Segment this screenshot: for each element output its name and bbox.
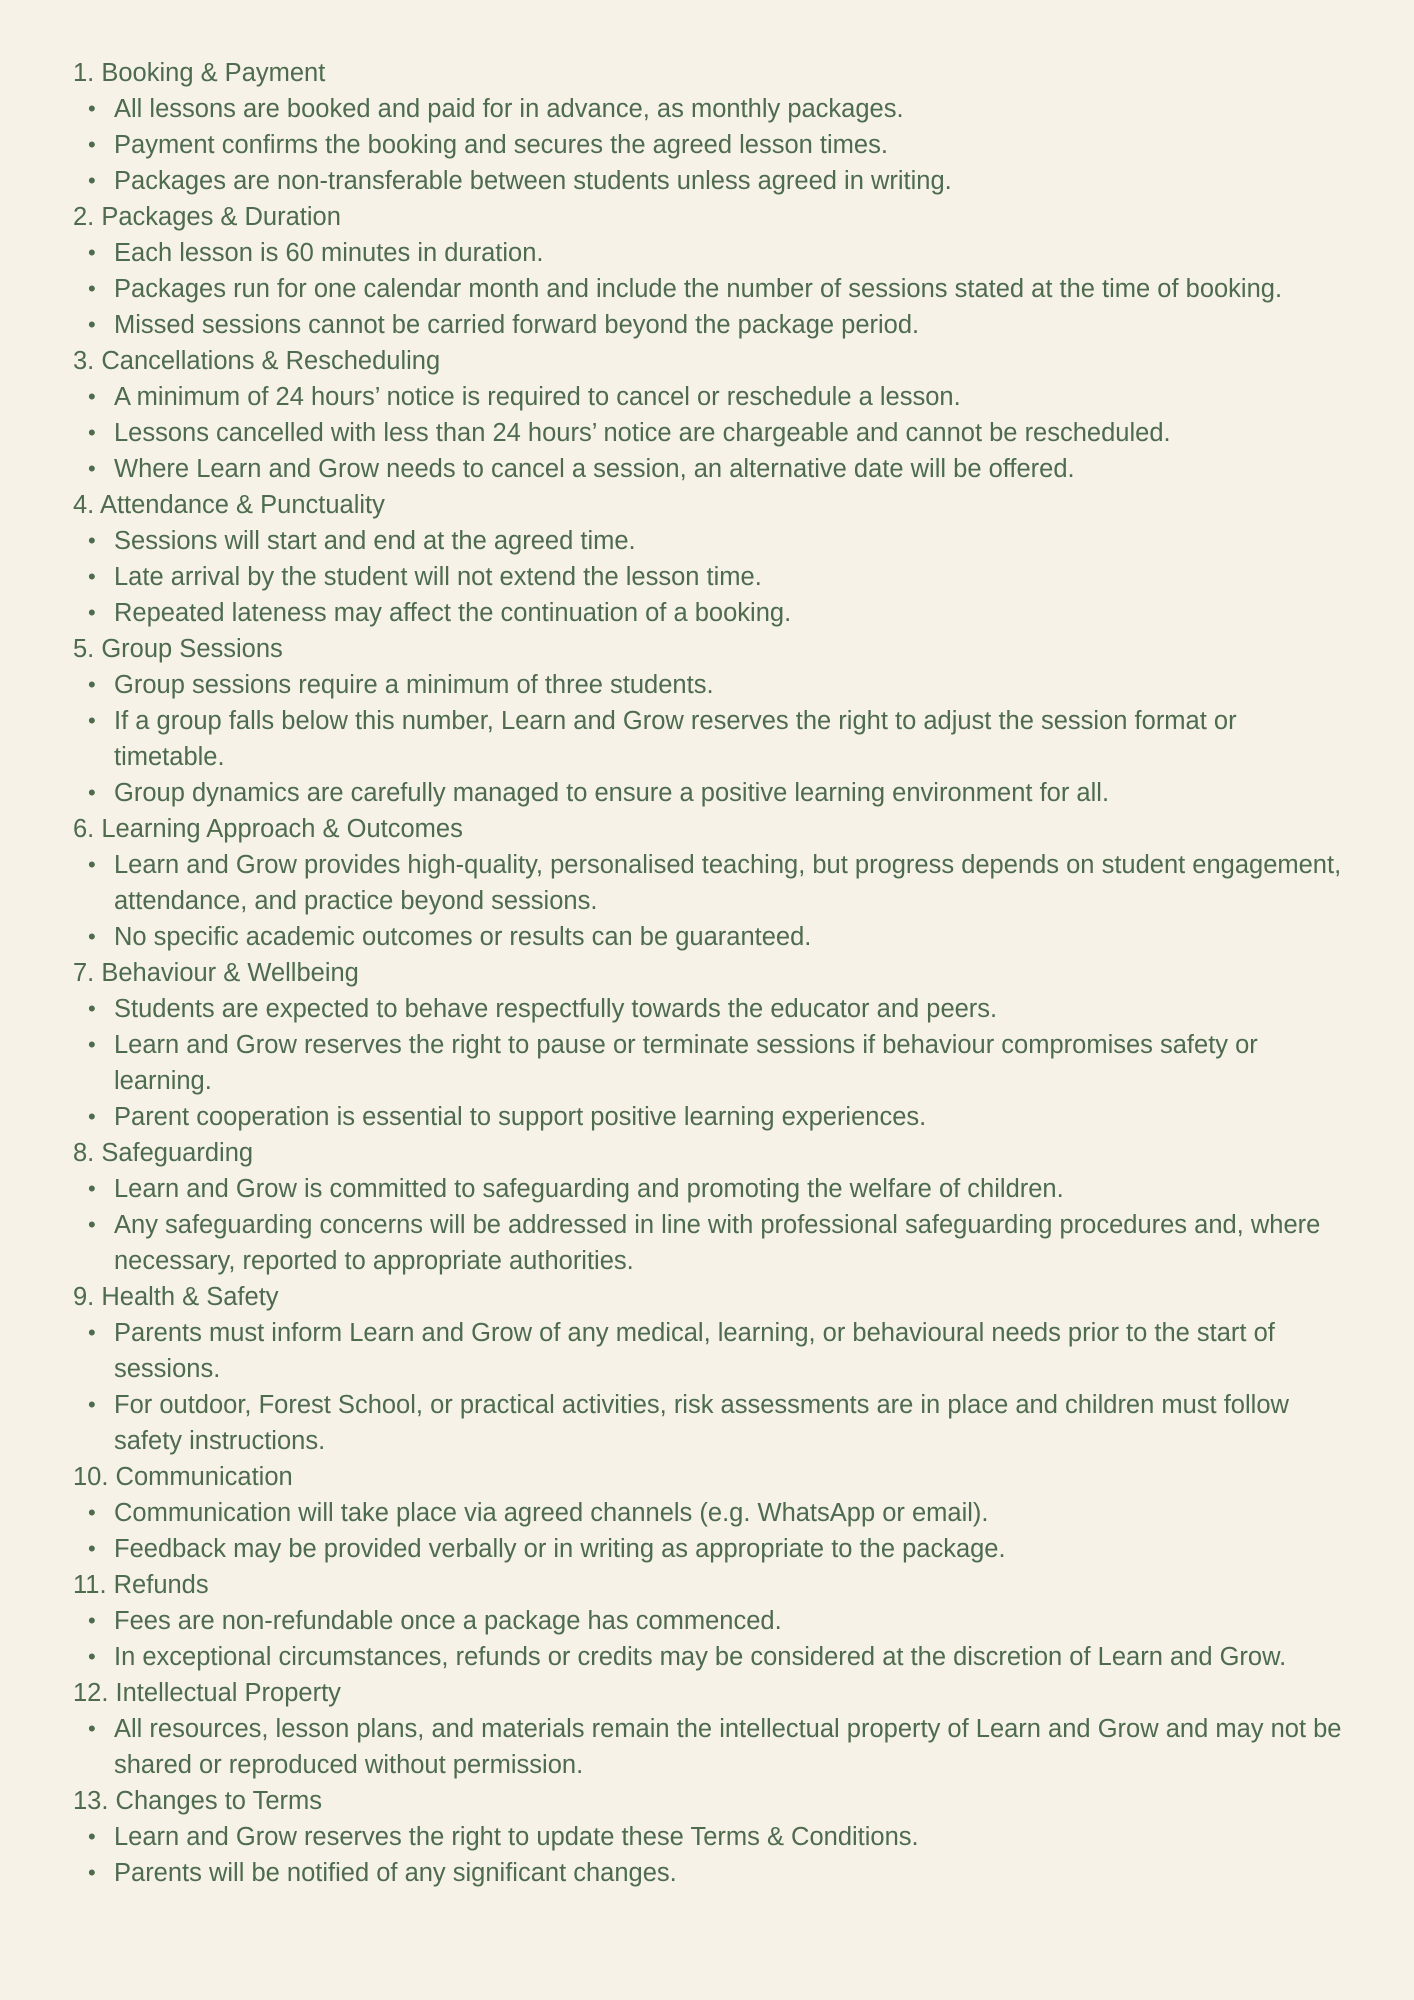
section-title: 13. Changes to Terms [73, 1787, 322, 1815]
bullet-list [73, 847, 1354, 955]
bullet-list [73, 379, 1354, 487]
section-title: 7. Behaviour & Wellbeing [73, 959, 359, 987]
list-item: • Where Learn and Grow needs to cancel a session, an alternative date will be offered. [73, 451, 1354, 487]
section-booking-payment [73, 55, 1354, 199]
list-item: • Feedback may be provided verbally or in writing as appropriate to the package. [73, 1531, 1354, 1567]
bullet-list [73, 1819, 1354, 1891]
bullet-list [73, 1603, 1354, 1675]
list-item: • Repeated lateness may affect the continuation of a booking. [73, 595, 1354, 631]
list-item: • Each lesson is 60 minutes in duration. [73, 235, 1354, 271]
list-item: • Packages are non-transferable between students unless agreed in writing. [73, 163, 1354, 199]
list-item: • Packages run for one calendar month and include the number of sessions stated at the time of booking. [73, 271, 1354, 307]
section-learning-approach [73, 811, 1354, 955]
section-intellectual-property [73, 1675, 1354, 1783]
bullet-list [73, 91, 1354, 199]
list-item: • Any safeguarding concerns will be addressed in line with professional safeguarding procedures and, where necessary, reported to appropriate authorities. [73, 1207, 1354, 1279]
list-item: • Learn and Grow reserves the right to update these Terms & Conditions. [73, 1819, 1354, 1855]
section-safeguarding [73, 1135, 1354, 1279]
list-item: • No specific academic outcomes or results can be guaranteed. [73, 919, 1354, 955]
section-cancellations [73, 343, 1354, 487]
section-group-sessions [73, 631, 1354, 811]
list-item: • A minimum of 24 hours’ notice is required to cancel or reschedule a lesson. [73, 379, 1354, 415]
bullet-list [73, 1495, 1354, 1567]
section-attendance [73, 487, 1354, 631]
bullet-list [73, 523, 1354, 631]
list-item: • Parents must inform Learn and Grow of any medical, learning, or behavioural needs prior to the start of sessions. [73, 1315, 1354, 1387]
list-item: • Missed sessions cannot be carried forward beyond the package period. [73, 307, 1354, 343]
section-title: 8. Safeguarding [73, 1139, 254, 1167]
list-item: • Communication will take place via agreed channels (e.g. WhatsApp or email). [73, 1495, 1354, 1531]
list-item: • All resources, lesson plans, and materials remain the intellectual property of Learn and Grow and may not be shared or reproduced without permission. [73, 1711, 1354, 1783]
list-item: • Parents will be notified of any significant changes. [73, 1855, 1354, 1891]
section-title: 1. Booking & Payment [73, 59, 326, 87]
list-item: • Sessions will start and end at the agreed time. [73, 523, 1354, 559]
list-item: • Learn and Grow is committed to safeguarding and promoting the welfare of children. [73, 1171, 1354, 1207]
section-health-safety [73, 1279, 1354, 1459]
list-item: • Group sessions require a minimum of three students. [73, 667, 1354, 703]
list-item: • For outdoor, Forest School, or practical activities, risk assessments are in place and children must follow safety instructions. [73, 1387, 1354, 1459]
section-packages-duration [73, 199, 1354, 343]
list-item: • Group dynamics are carefully managed to ensure a positive learning environment for all. [73, 775, 1354, 811]
section-title: 12. Intellectual Property [73, 1679, 341, 1707]
list-item: • Parent cooperation is essential to support positive learning experiences. [73, 1099, 1354, 1135]
bullet-list [73, 1315, 1354, 1459]
bullet-list [73, 1711, 1354, 1783]
list-item: • If a group falls below this number, Learn and Grow reserves the right to adjust the session format or timetable. [73, 703, 1354, 775]
list-item: • Learn and Grow reserves the right to pause or terminate sessions if behaviour compromises safety or learning. [73, 1027, 1354, 1099]
section-changes-to-terms [73, 1783, 1354, 1891]
bullet-list [73, 667, 1354, 811]
section-title: 10. Communication [73, 1463, 293, 1491]
section-title: 6. Learning Approach & Outcomes [73, 815, 463, 843]
section-title: 5. Group Sessions [73, 635, 283, 663]
list-item: • Fees are non-refundable once a package has commenced. [73, 1603, 1354, 1639]
section-title: 9. Health & Safety [73, 1283, 279, 1311]
section-refunds [73, 1567, 1354, 1675]
bullet-list [73, 235, 1354, 343]
section-title: 3. Cancellations & Rescheduling [73, 347, 441, 375]
list-item: • Lessons cancelled with less than 24 hours’ notice are chargeable and cannot be rescheduled. [73, 415, 1354, 451]
bullet-list [73, 991, 1354, 1135]
section-behaviour [73, 955, 1354, 1135]
list-item: • Payment confirms the booking and secures the agreed lesson times. [73, 127, 1354, 163]
section-title: 11. Refunds [73, 1571, 209, 1599]
section-title: 4. Attendance & Punctuality [73, 491, 385, 519]
list-item: • All lessons are booked and paid for in advance, as monthly packages. [73, 91, 1354, 127]
section-communication [73, 1459, 1354, 1567]
list-item: • Learn and Grow provides high-quality, personalised teaching, but progress depends on student engagement, attendance, and practice beyond sessions. [73, 847, 1354, 919]
list-item: • In exceptional circumstances, refunds or credits may be considered at the discretion of Learn and Grow. [73, 1639, 1354, 1675]
section-title: 2. Packages & Duration [73, 203, 341, 231]
bullet-list [73, 1171, 1354, 1279]
list-item: • Late arrival by the student will not extend the lesson time. [73, 559, 1354, 595]
list-item: • Students are expected to behave respectfully towards the educator and peers. [73, 991, 1354, 1027]
